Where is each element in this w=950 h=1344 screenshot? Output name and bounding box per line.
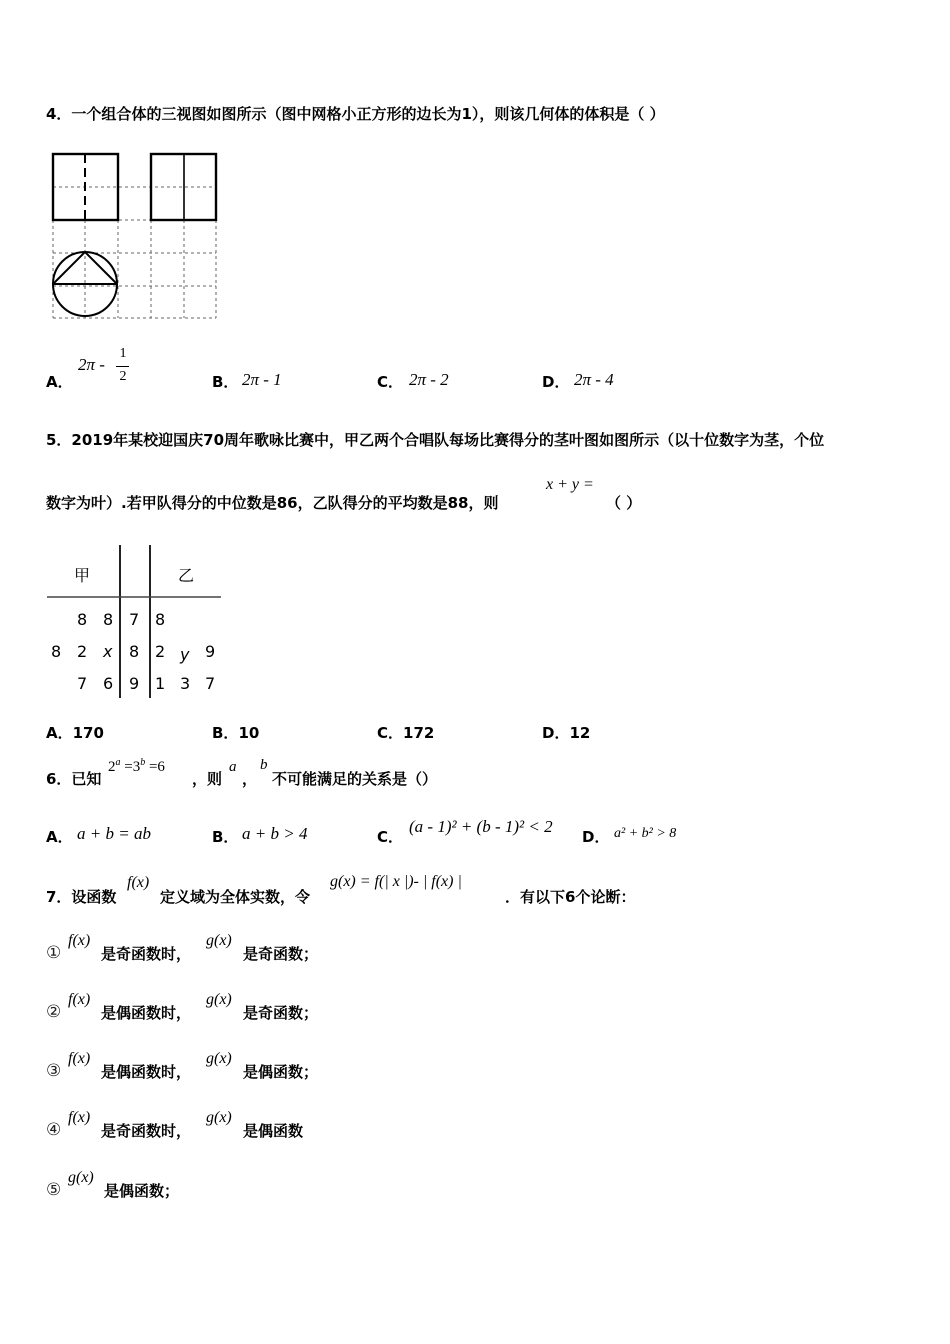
- q5-leaf: 8: [155, 610, 166, 629]
- q5-leaf: 9: [205, 642, 216, 661]
- q6-comma: ，: [242, 770, 258, 788]
- q4-option-d-math: 2π - 4: [574, 370, 614, 389]
- q5-leaf: 7: [77, 674, 88, 693]
- q5-stem: 7: [129, 610, 140, 629]
- q4-option-a-frac-den: 2: [119, 369, 127, 384]
- q6-prefix: 6．已知: [46, 770, 102, 788]
- q4-three-view-figure: [48, 150, 220, 322]
- q4-option-a-math: 2π -: [78, 355, 105, 374]
- q4-option-c-math: 2π - 2: [409, 370, 449, 389]
- q5-leaf: 7: [205, 674, 216, 693]
- q5-option-b: B．10: [212, 724, 260, 742]
- q6-var-b: b: [260, 757, 268, 773]
- q4-option-a-frac-num: 1: [119, 346, 127, 361]
- q6-then: ，则: [192, 770, 223, 788]
- q5-leaf: 8: [103, 610, 114, 629]
- q5-header-jia: 甲: [74, 566, 91, 585]
- q5-stem: 8: [129, 642, 140, 661]
- q6-option-a-label: A．: [46, 828, 73, 846]
- q5-expr: x + y =: [546, 476, 594, 493]
- q5-leaf: 1: [155, 674, 166, 693]
- q6-option-d-math: a² + b² > 8: [614, 826, 677, 841]
- q4-option-a-frac-bar: [116, 366, 129, 367]
- q5-header-yi: 乙: [178, 566, 195, 585]
- q6-option-a-math: a + b = ab: [77, 824, 151, 843]
- q7-prefix: 7．设函数: [46, 888, 117, 906]
- q6-option-d-label: D．: [582, 828, 610, 846]
- q6-var-a: a: [229, 759, 237, 775]
- q6-suffix: 不可能满足的关系是（）: [272, 770, 438, 788]
- q4-stem: 4．一个组合体的三视图如图所示（图中网格小正方形的边长为1），则该几何体的体积是（ ）: [46, 105, 665, 123]
- q5-leaf: 8: [77, 610, 88, 629]
- q5-paren: （ ）: [606, 494, 642, 512]
- q5-leaf-x: x: [103, 642, 113, 661]
- q7-mid: 定义域为全体实数，令: [160, 888, 311, 906]
- q5-option-c: C．172: [377, 724, 435, 742]
- q5-leaf: 3: [180, 674, 191, 693]
- q5-leaf: 8: [51, 642, 62, 661]
- q7-gdef: g(x) = f(| x |)- | f(x) |: [330, 873, 462, 890]
- q4-option-b-label: B．: [212, 373, 239, 391]
- q4-option-a-label: A．: [46, 373, 73, 391]
- q5-leaf: 2: [77, 642, 88, 661]
- q4-option-b-math: 2π - 1: [242, 370, 282, 389]
- q6-option-c-math: (a - 1)² + (b - 1)² < 2: [409, 817, 553, 836]
- q5-option-a: A．170: [46, 724, 104, 742]
- q6-equation: $2^a =3^b =6$: [108, 757, 165, 775]
- q7-suffix: ．有以下6个论断：: [505, 888, 636, 906]
- q7-fx: f(x): [127, 874, 150, 891]
- q5-option-d: D．12: [542, 724, 591, 742]
- q6-option-b-math: a + b > 4: [242, 824, 308, 843]
- q5-stem: 9: [129, 674, 140, 693]
- q6-option-c-label: C．: [377, 828, 404, 846]
- q5-stem-line1: 5．2019年某校迎国庆70周年歌咏比赛中，甲乙两个合唱队每场比赛得分的茎叶图如图所示（以十位数字为茎，个位: [46, 431, 825, 449]
- q6-option-b-label: B．: [212, 828, 239, 846]
- q5-leaf-y: y: [180, 645, 190, 664]
- q5-leaf: 2: [155, 642, 166, 661]
- q5-stem-line2: 数字为叶）.若甲队得分的中位数是86，乙队得分的平均数是88，则: [46, 494, 499, 512]
- q5-leaf: 6: [103, 674, 114, 693]
- q4-option-c-label: C．: [377, 373, 404, 391]
- q4-option-d-label: D．: [542, 373, 570, 391]
